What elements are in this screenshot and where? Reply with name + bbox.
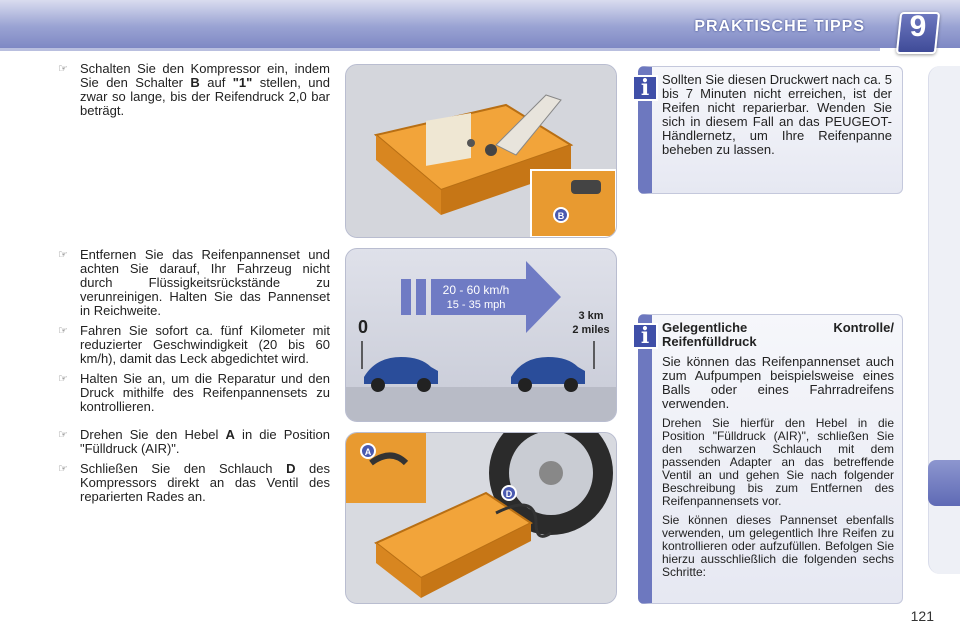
list-item: ☞ Entfernen Sie das Reifenpannenset und achten Sie darauf, Ihr Fahrzeug nicht durch Flüssigkeitsrückstände zu verunreinigen. Halten Sie das Pannenset in Reichweite. — [58, 247, 330, 318]
illustration-lever-hose — [345, 432, 617, 604]
list-item: ☞ Fahren Sie sofort ca. fünf Kilometer mit reduzierter Geschwindigkeit (20 bis 60 km/h), damit das Leck abgedichtet wird. — [58, 323, 330, 366]
car-end-icon — [511, 357, 585, 392]
pointing-hand-icon: ☞ — [58, 63, 68, 75]
info-paragraph: Sie können dieses Pannenset ebenfalls verwenden, um gelegentlich Ihre Reifen zu kontrollieren oder aufzufüllen. Befolgen Sie hierzu ausschließlich die folgenden sechs Schritte: — [662, 513, 894, 579]
pointing-hand-icon: ☞ — [58, 429, 68, 441]
speed-mph: 15 - 35 mph — [446, 299, 506, 311]
instruction-block-1 — [58, 62, 330, 124]
illustration-speed-distance — [345, 248, 617, 422]
speed-kmh: 20 - 60 km/h — [442, 283, 510, 297]
list-item: ☞ Drehen Sie den Hebel A in die Position "Fülldruck (AIR)". — [58, 427, 330, 456]
distance-miles: 2 miles — [572, 324, 610, 336]
pointing-hand-icon: ☞ — [58, 325, 68, 337]
pointing-hand-icon: ☞ — [58, 249, 68, 261]
list-item: ☞ Schließen Sie den Schlauch D des Kompressors direkt an das Ventil des reparierten Rades an. — [58, 461, 331, 504]
lever-drawing — [346, 433, 616, 603]
info-icon: i — [632, 75, 658, 101]
info-text: Sollten Sie diesen Druckwert nach ca. 5 bis 7 Minuten nicht erreichen, ist der Reifen nicht reparierbar. Wenden Sie sich in diesem Fall an das PEUGEOT-Händlernetz, um Ihre Reifenpanne beheben zu lassen. — [662, 72, 892, 157]
pointing-hand-icon: ☞ — [58, 463, 68, 475]
section-title: PRAKTISCHE TIPPS — [694, 18, 865, 35]
illustration-compressor-switch — [345, 64, 617, 238]
marker-d-label: D — [505, 489, 513, 499]
start-marker: 0 — [358, 317, 369, 337]
pointing-hand-icon: ☞ — [58, 373, 68, 385]
chapter-tab[interactable] — [928, 460, 960, 506]
marker-a-label: A — [364, 447, 372, 457]
info-title: Gelegentliche Kontrolle/ Reifenfülldruck — [662, 320, 894, 349]
marker-b-label: B — [557, 211, 565, 221]
header-divider — [0, 48, 880, 51]
list-item: ☞ Schalten Sie den Kompressor ein, indem Sie den Schalter B auf "1" stellen, und zwar so lange, bis der Reifendruck 2,0 bar beträgt. — [58, 61, 330, 118]
info-box-pressure — [638, 66, 903, 194]
instruction-block-3 — [58, 428, 330, 510]
car-start-icon — [364, 357, 438, 392]
speed-drawing — [346, 249, 616, 421]
compressor-drawing — [346, 65, 616, 237]
page-number: 121 — [910, 608, 934, 624]
info-paragraph: Drehen Sie hierfür den Hebel in die Position "Fülldruck (AIR)", schließen Sie den schwarzen Schlauch mit dem passenden Adapter an das betreffende Ventil an und gehen Sie nach folgender Beschreibung bis zum Entfernen des Reifenpannensets vor. — [662, 416, 894, 508]
info-box-occasional-check — [638, 314, 903, 604]
info-paragraph: Sie können das Reifenpannenset auch zum Aufpumpen beispielsweise eines Balls oder eines Fahrradreifens verwenden. — [662, 354, 894, 411]
distance-km: 3 km — [578, 310, 604, 322]
list-item: ☞ Halten Sie an, um die Reparatur und den Druck mithilfe des Reifenpannensets zu kontrollieren. — [58, 371, 330, 414]
info-icon: i — [632, 323, 658, 349]
chapter-number: 9 — [909, 10, 927, 43]
instruction-block-2 — [58, 248, 330, 420]
